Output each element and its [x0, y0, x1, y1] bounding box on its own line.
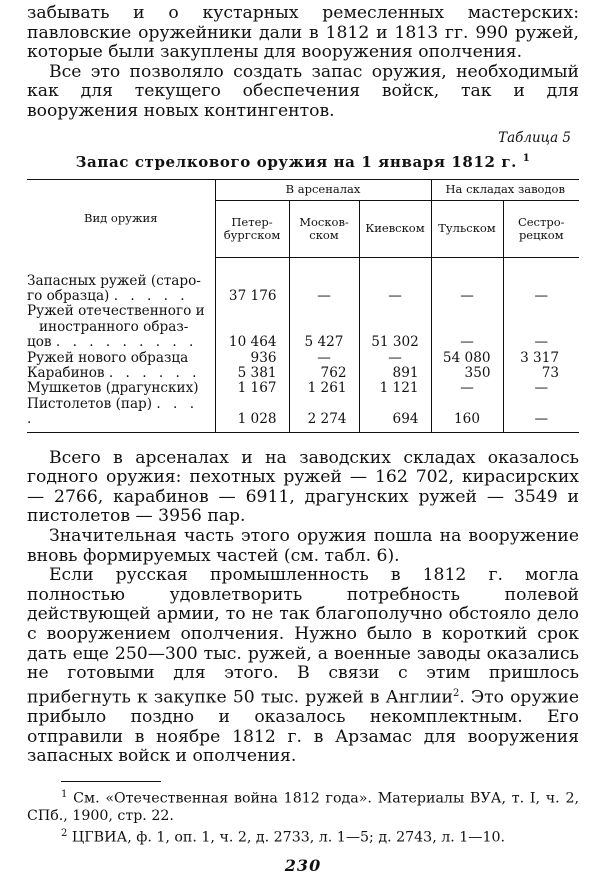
- cell-value: 891: [359, 366, 431, 381]
- header-col-petersburg: Петер-бургском: [215, 200, 289, 257]
- table-row: [27, 351, 579, 366]
- header-col-tula: Тульском: [431, 200, 503, 257]
- cell-value: —: [503, 381, 579, 396]
- table-title-text: Запас стрелкового оружия на 1 января 1812 г.: [75, 152, 517, 171]
- cell-value: 3 317: [503, 351, 579, 366]
- footnote-divider: [61, 781, 161, 782]
- cell-value: —: [431, 381, 503, 396]
- footnote-ref-2: 2: [453, 687, 460, 699]
- cell-value: 51 302: [359, 304, 431, 350]
- cell-value: 10 464: [215, 304, 289, 350]
- header-group-factories: На складах заводов: [431, 179, 579, 200]
- body-paragraph-2: Значительная часть этого оружия пошла на вооружение вновь формируемых частей (см. табл. 6).: [27, 526, 579, 566]
- cell-value: 762: [289, 366, 359, 381]
- cell-value: —: [359, 351, 431, 366]
- cell-value: 2 274: [289, 397, 359, 432]
- cell-value: 1 167: [215, 381, 289, 396]
- cell-value: 5 427: [289, 304, 359, 350]
- table-row: [27, 397, 579, 432]
- cell-value: —: [503, 397, 579, 432]
- cell-value: —: [289, 351, 359, 366]
- intro-paragraph-1: забывать и о кустарных ремесленных мастерских: павловские оружейники дали в 1812 и 1813 гг. 990 ружей, которые были закуплены для вооружения ополчения.: [27, 3, 579, 63]
- cell-value: —: [431, 274, 503, 305]
- row-name: Карабинов . . . . . .: [27, 365, 201, 381]
- row-name: Ружей нового образца: [27, 349, 189, 366]
- cell-value: —: [289, 274, 359, 305]
- header-col-sestroretsk: Сестро-рецком: [503, 200, 579, 257]
- table-row: [27, 366, 579, 381]
- page: [27, 4, 579, 875]
- cell-value: —: [431, 304, 503, 350]
- table-row: [27, 304, 579, 350]
- cell-value: 73: [503, 366, 579, 381]
- body-paragraph-1: Всего в арсеналах и на заводских складах оказалось годного оружия: пехотных ружей — 162 702, кирасирских — 2766, карабинов — 6911, драгунских ружей — 3549 и пистолетов — 3956 пар.: [27, 447, 579, 527]
- cell-value: 37 176: [215, 274, 289, 305]
- header-col-moscow: Москов-ском: [289, 200, 359, 257]
- weapons-stock-table: [27, 179, 579, 433]
- table-row: [27, 274, 579, 305]
- table-title-footnote-mark: 1: [522, 152, 531, 164]
- cell-value: 694: [359, 397, 431, 432]
- table-row: [27, 381, 579, 396]
- page-number: 230: [284, 856, 322, 875]
- footnote-1: $^1$ См. «Отечественная война 1812 года». Материалы ВУА, т. I, ч. 2, СПб., 1900, стр. 22.: [27, 788, 579, 824]
- cell-value: 936: [215, 351, 289, 366]
- table-title: [27, 150, 579, 171]
- cell-value: 1 028: [215, 397, 289, 432]
- cell-value: 160: [431, 397, 503, 432]
- cell-value: 54 080: [431, 351, 503, 366]
- cell-value: —: [359, 274, 431, 305]
- body-paragraph-3: Если русская промышленность в 1812 г. могла полностью удовлетворить потребность полевой действующей армии, то не так благополучно обстояло дело с вооружением ополчения. Нужно было в короткий срок дать еще 250—300 тыс. ружей, а военные заводы оказались не готовыми для этого. В связи с этим пришлось прибегнуть к закупке 50 тыс. ружей в Англии$^2$. Это оружие прибыло поздно и оказалось некомплектным. Его отправили в ноябре 1812 г. в Арзамас для вооружения запасных войск и ополчения.: [27, 565, 579, 767]
- row-name: Запасных ружей (старо- го образца) . . . . .: [27, 272, 201, 304]
- footnote-2: $^2$ ЦГВИА, ф. 1, оп. 1, ч. 2, д. 2733, л. 1—5; д. 2743, л. 1—10.: [61, 827, 506, 846]
- header-col-kiev: Киевском: [359, 200, 431, 257]
- cell-value: 5 381: [215, 366, 289, 381]
- row-name: Пистолетов (пар) . . . .: [27, 397, 215, 432]
- cell-value: —: [503, 304, 579, 350]
- cell-value: 1 261: [289, 381, 359, 396]
- intro-paragraph-2: Все это позволяло создать запас оружия, необходимый как для текущего обеспечения войск, так и для вооружения новых контингентов.: [27, 61, 579, 121]
- table-label: Таблица 5: [498, 129, 571, 146]
- header-group-arsenals: В арсеналах: [215, 179, 431, 200]
- row-name: Мушкетов (драгунских): [27, 380, 199, 397]
- cell-value: —: [503, 274, 579, 305]
- row-name: Ружей отечественного и иностранного образ- цов . . . . . . . . .: [27, 303, 205, 351]
- header-weapon-type: Вид оружия: [27, 179, 215, 257]
- cell-value: 1 121: [359, 381, 431, 396]
- cell-value: 350: [431, 366, 503, 381]
